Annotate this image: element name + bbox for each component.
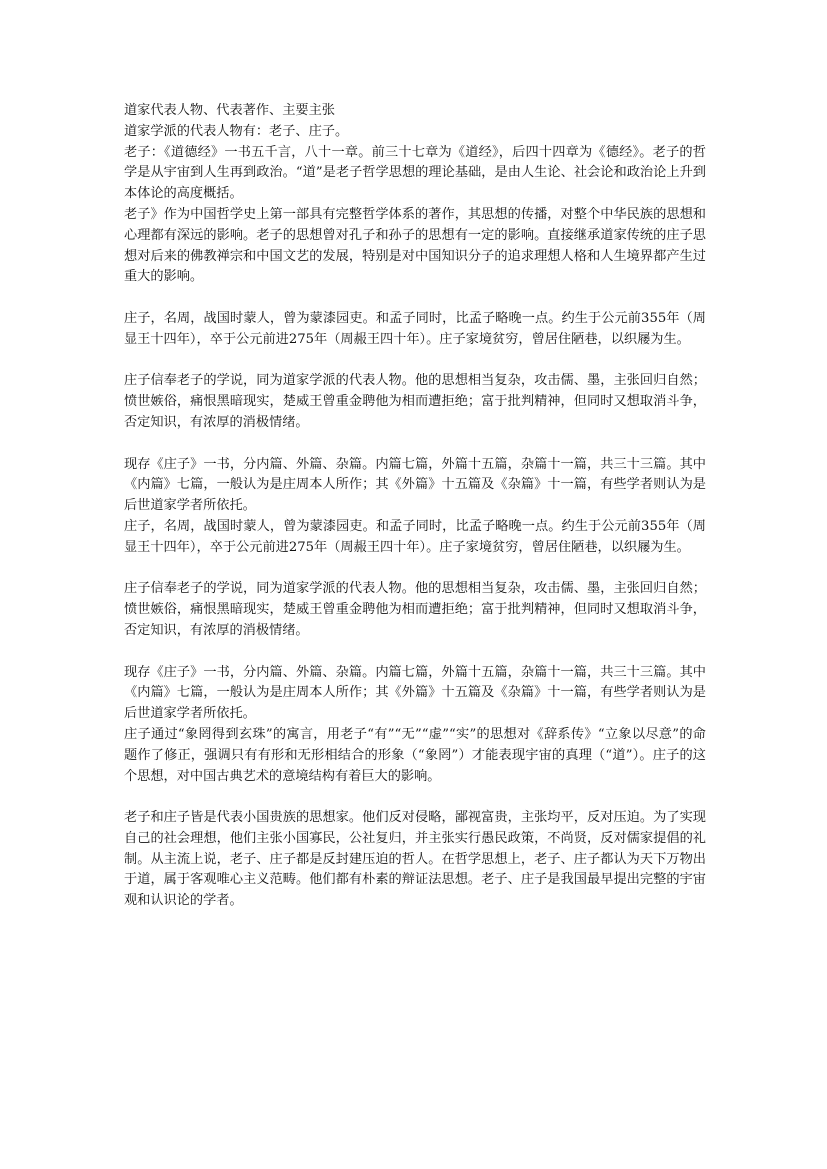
- paragraph: 现存《庄子》一书，分内篇、外篇、杂篇。内篇七篇，外篇十五篇，杂篇十一篇，共三十三篇。其中《内篇》七篇，一般认为是庄周本人所作；其《外篇》十五篇及《杂篇》十一篇，有些学者则认为是后世道家学者所依托。: [124, 664, 706, 722]
- paragraph-spacer: [124, 288, 706, 309]
- paragraph: 庄子，名周，战国时蒙人，曾为蒙漆园吏。和孟子同时，比孟子略晚一点。约生于公元前355年（周显王十四年），卒于公元前进275年（周赧王四十年）。庄子家境贫穷，曾居住陋巷，以织屦为生。: [124, 310, 706, 347]
- paragraph: 老子和庄子皆是代表小国贵族的思想家。他们反对侵略，鄙视富贵，主张均平，反对压迫。为了实现自己的社会理想，他们主张小国寡民，公社复归，并主张实行愚民政策，不尚贤，反对儒家提倡的礼制。从主流上说，老子、庄子都是反封建压迫的哲人。在哲学思想上，老子、庄子都认为天下万物出于道，属于客观唯心主义范畴。他们都有朴素的辩证法思想。老子、庄子是我国最早提出完整的宇宙观和认识论的学者。: [124, 810, 706, 909]
- paragraph-spacer: [124, 642, 706, 663]
- paragraph: 庄子，名周，战国时蒙人，曾为蒙漆园吏。和孟子同时，比孟子略晚一点。约生于公元前355年（周显王十四年），卒于公元前进275年（周赧王四十年）。庄子家境贫穷，曾居住陋巷，以织屦为生。: [124, 518, 706, 555]
- paragraph: 庄子通过“象罔得到玄珠”的寓言，用老子“有”“无”“虚”“实”的思想对《辞系传》“立象以尽意”的命题作了修正，强调只有有形和无形相结合的形象（“象罔”）才能表现宇宙的真理（“道”）。庄子的这个思想，对中国古典艺术的意境结构有着巨大的影响。: [124, 726, 706, 784]
- document-body: [124, 122, 706, 912]
- document-title: 道家代表人物、代表著作、主要主张: [124, 103, 335, 118]
- paragraph-spacer: [124, 351, 706, 372]
- paragraph: 老子》作为中国哲学史上第一部具有完整哲学体系的著作，其思想的传播，对整个中华民族的思想和心理都有深远的影响。老子的思想曾对孔子和孙子的思想有一定的影响。直接继承道家传统的庄子思想对后来的佛教禅宗和中国文艺的发展，特别是对中国知识分子的追求理想人格和人生境界都产生过重大的影响。: [124, 206, 706, 285]
- paragraph-spacer: [124, 434, 706, 455]
- document-page: [124, 101, 706, 912]
- paragraph: 庄子信奉老子的学说，同为道家学派的代表人物。他的思想相当复杂，攻击儒、墨，主张回归自然；愤世嫉俗，痛恨黑暗现实，楚威王曾重金聘他为相而遭拒绝；富于批判精神，但同时又想取消斗争，否定知识，有浓厚的消极情绪。: [124, 581, 706, 638]
- paragraph: 庄子信奉老子的学说，同为道家学派的代表人物。他的思想相当复杂，攻击儒、墨，主张回归自然；愤世嫉俗，痛恨黑暗现实，楚威王曾重金聘他为相而遭拒绝；富于批判精神，但同时又想取消斗争，否定知识，有浓厚的消极情绪。: [124, 373, 706, 430]
- paragraph-spacer: [124, 787, 706, 808]
- paragraph: 道家学派的代表人物有：老子、庄子。: [124, 123, 349, 139]
- paragraph-spacer: [124, 559, 706, 580]
- paragraph: 现存《庄子》一书，分内篇、外篇、杂篇。内篇七篇，外篇十五篇，杂篇十一篇，共三十三篇。其中《内篇》七篇，一般认为是庄周本人所作；其《外篇》十五篇及《杂篇》十一篇，有些学者则认为是后世道家学者所依托。: [124, 456, 706, 514]
- paragraph: 老子：《道德经》一书五千言，八十一章。前三十七章为《道经》，后四十四章为《德经》。老子的哲学是从宇宙到人生再到政治。“道”是老子哲学思想的理论基础，是由人生论、社会论和政治论上升到本体论的高度概括。: [124, 144, 706, 202]
